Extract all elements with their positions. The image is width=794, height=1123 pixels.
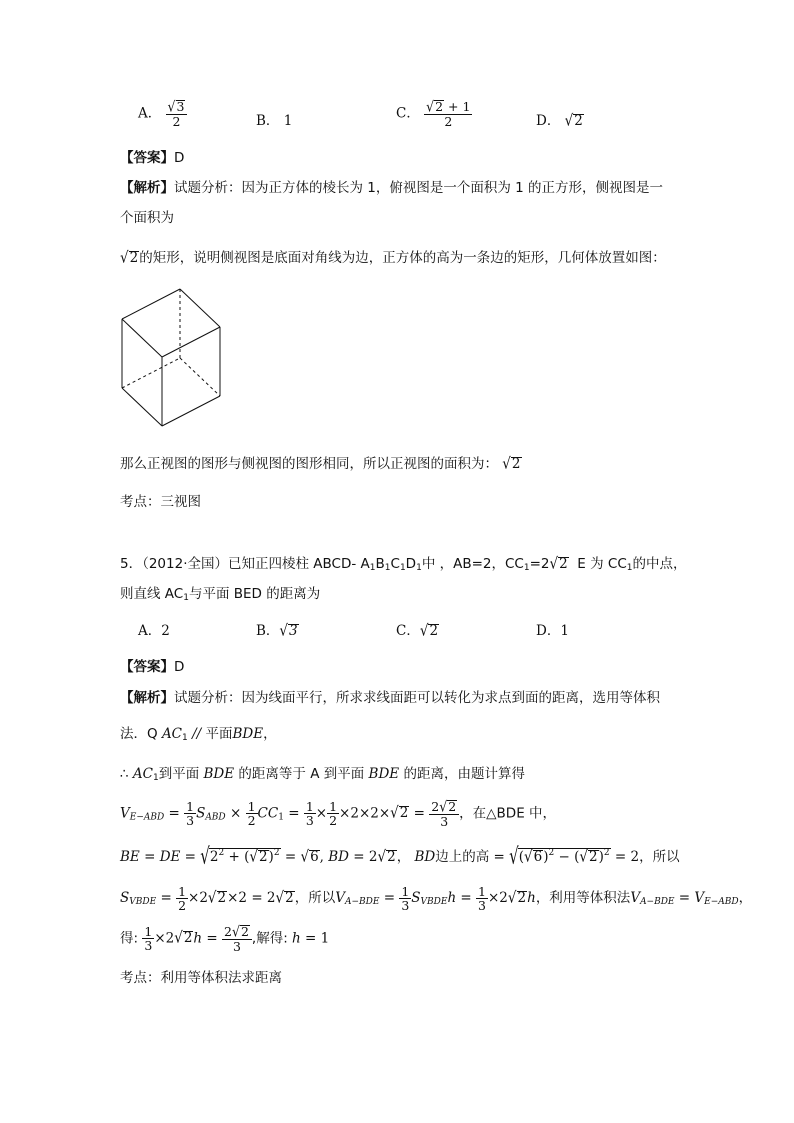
cube-hidden-edge-right xyxy=(180,358,220,396)
cube-edge-front-right-top xyxy=(162,327,220,357)
q4-analysis-line3: √2的矩形，说明侧视图是底面对角线为边，正方体的高为一条边的矩形，几何体放置如图： xyxy=(120,248,666,268)
q4-conclusion: 那么正视图的图形与侧视图的图形相同，所以正视图的面积为： √2 xyxy=(120,454,521,474)
cube-edge-front-top xyxy=(122,319,162,357)
q5-option-b: B．√3 xyxy=(256,621,298,641)
q5-stem-line1: 5．（2012·全国）已知正四棱柱 ABCD- $A_1B_1C_1D_1$中 ，AB=2，$CC_1=2√2$ E 为 $CC_1$的中点， xyxy=(120,554,687,574)
q4-kaodian: 考点：三视图 xyxy=(120,494,201,510)
q5-stem-line2: 则直线 $AC_1$与平面 BED 的距离为 xyxy=(120,586,321,603)
q4-answer: 【答案】D xyxy=(120,150,185,166)
cube-figure xyxy=(118,284,228,430)
q5-option-a: A．2 xyxy=(138,623,170,639)
q4-option-d: D． √2 xyxy=(536,111,583,131)
q5-be-de-equation: BE = DE = $√2^2 + (√2)^2 = √6$, BD = 2√2， BD边上的高 = $√(√6)^2 - (√2)^2 = 2$，所以 xyxy=(120,842,680,870)
q4-analysis-line1: 【解析】试题分析：因为正方体的棱长为 1，俯视图是一个面积为 1 的正方形，侧视图是一 xyxy=(120,180,664,196)
q4-analysis-line2: 个面积为 xyxy=(120,210,174,226)
q4-option-a-fraction: $\frac{√3}{2}$ xyxy=(166,100,188,128)
q5-analysis-line3: ∴ $AC_1$到平面 BDE 的距离等于 A 到平面 BDE 的距离，由题计算得 xyxy=(120,766,525,783)
q4-option-b: B． 1 xyxy=(256,113,293,129)
q5-option-c: C．√2 xyxy=(396,621,439,641)
q5-area-equation: $S_{VBDE}$ = $\frac{1}{2}$ ×2√2×2 = 2√2，所以$V_{A-BDE}$ = $\frac{1}{3}$ $S_{VBDE}h$ = $\frac{1}{3}$ ×2√2h，利用等体积法$V_{A-BDE} = V_{E-ABD}$， xyxy=(120,884,753,914)
cube-edge-right-top xyxy=(180,289,220,327)
q5-analysis-line1: 【解析】试题分析：因为线面平行，所求求线面距可以转化为求点到面的距离，选用等体积 xyxy=(120,690,660,706)
q5-answer: 【答案】D xyxy=(120,659,185,675)
q4-option-a: A． $\frac{√3}{2}$ xyxy=(138,100,187,128)
q4-option-c-fraction: $\frac{√2 + 1}{2}$ xyxy=(426,97,471,129)
q5-kaodian: 考点：利用等体积法求距离 xyxy=(120,970,282,986)
cube-edge-back-top xyxy=(122,289,180,319)
q5-volume-equation: $V_{E-ABD}$ = $\frac{1}{3}$ $S_{ABD}$ × $\frac{1}{2}$ $CC_1$ = $\frac{1}{3}$ × $\frac{1}{2}$ ×2×2×√2 = $\frac{2√2}{3}$ ，在△BDE 中， xyxy=(120,797,557,829)
cube-edge-bottom-front xyxy=(122,388,162,426)
q5-analysis-line2: 法．Q $AC_1$ // 平面BDE， xyxy=(120,726,277,743)
q4-option-c: C． $\frac{√2 + 1}{2}$ xyxy=(396,97,471,129)
cube-edge-bottom-right xyxy=(162,396,220,426)
q5-result-equation: 得: $\frac{1}{3}$ ×2√2h = $\frac{2√2}{3}$ ,解得: h = 1 xyxy=(120,922,330,954)
cube-hidden-edge-left xyxy=(122,358,180,388)
q5-option-d: D．1 xyxy=(536,623,569,639)
